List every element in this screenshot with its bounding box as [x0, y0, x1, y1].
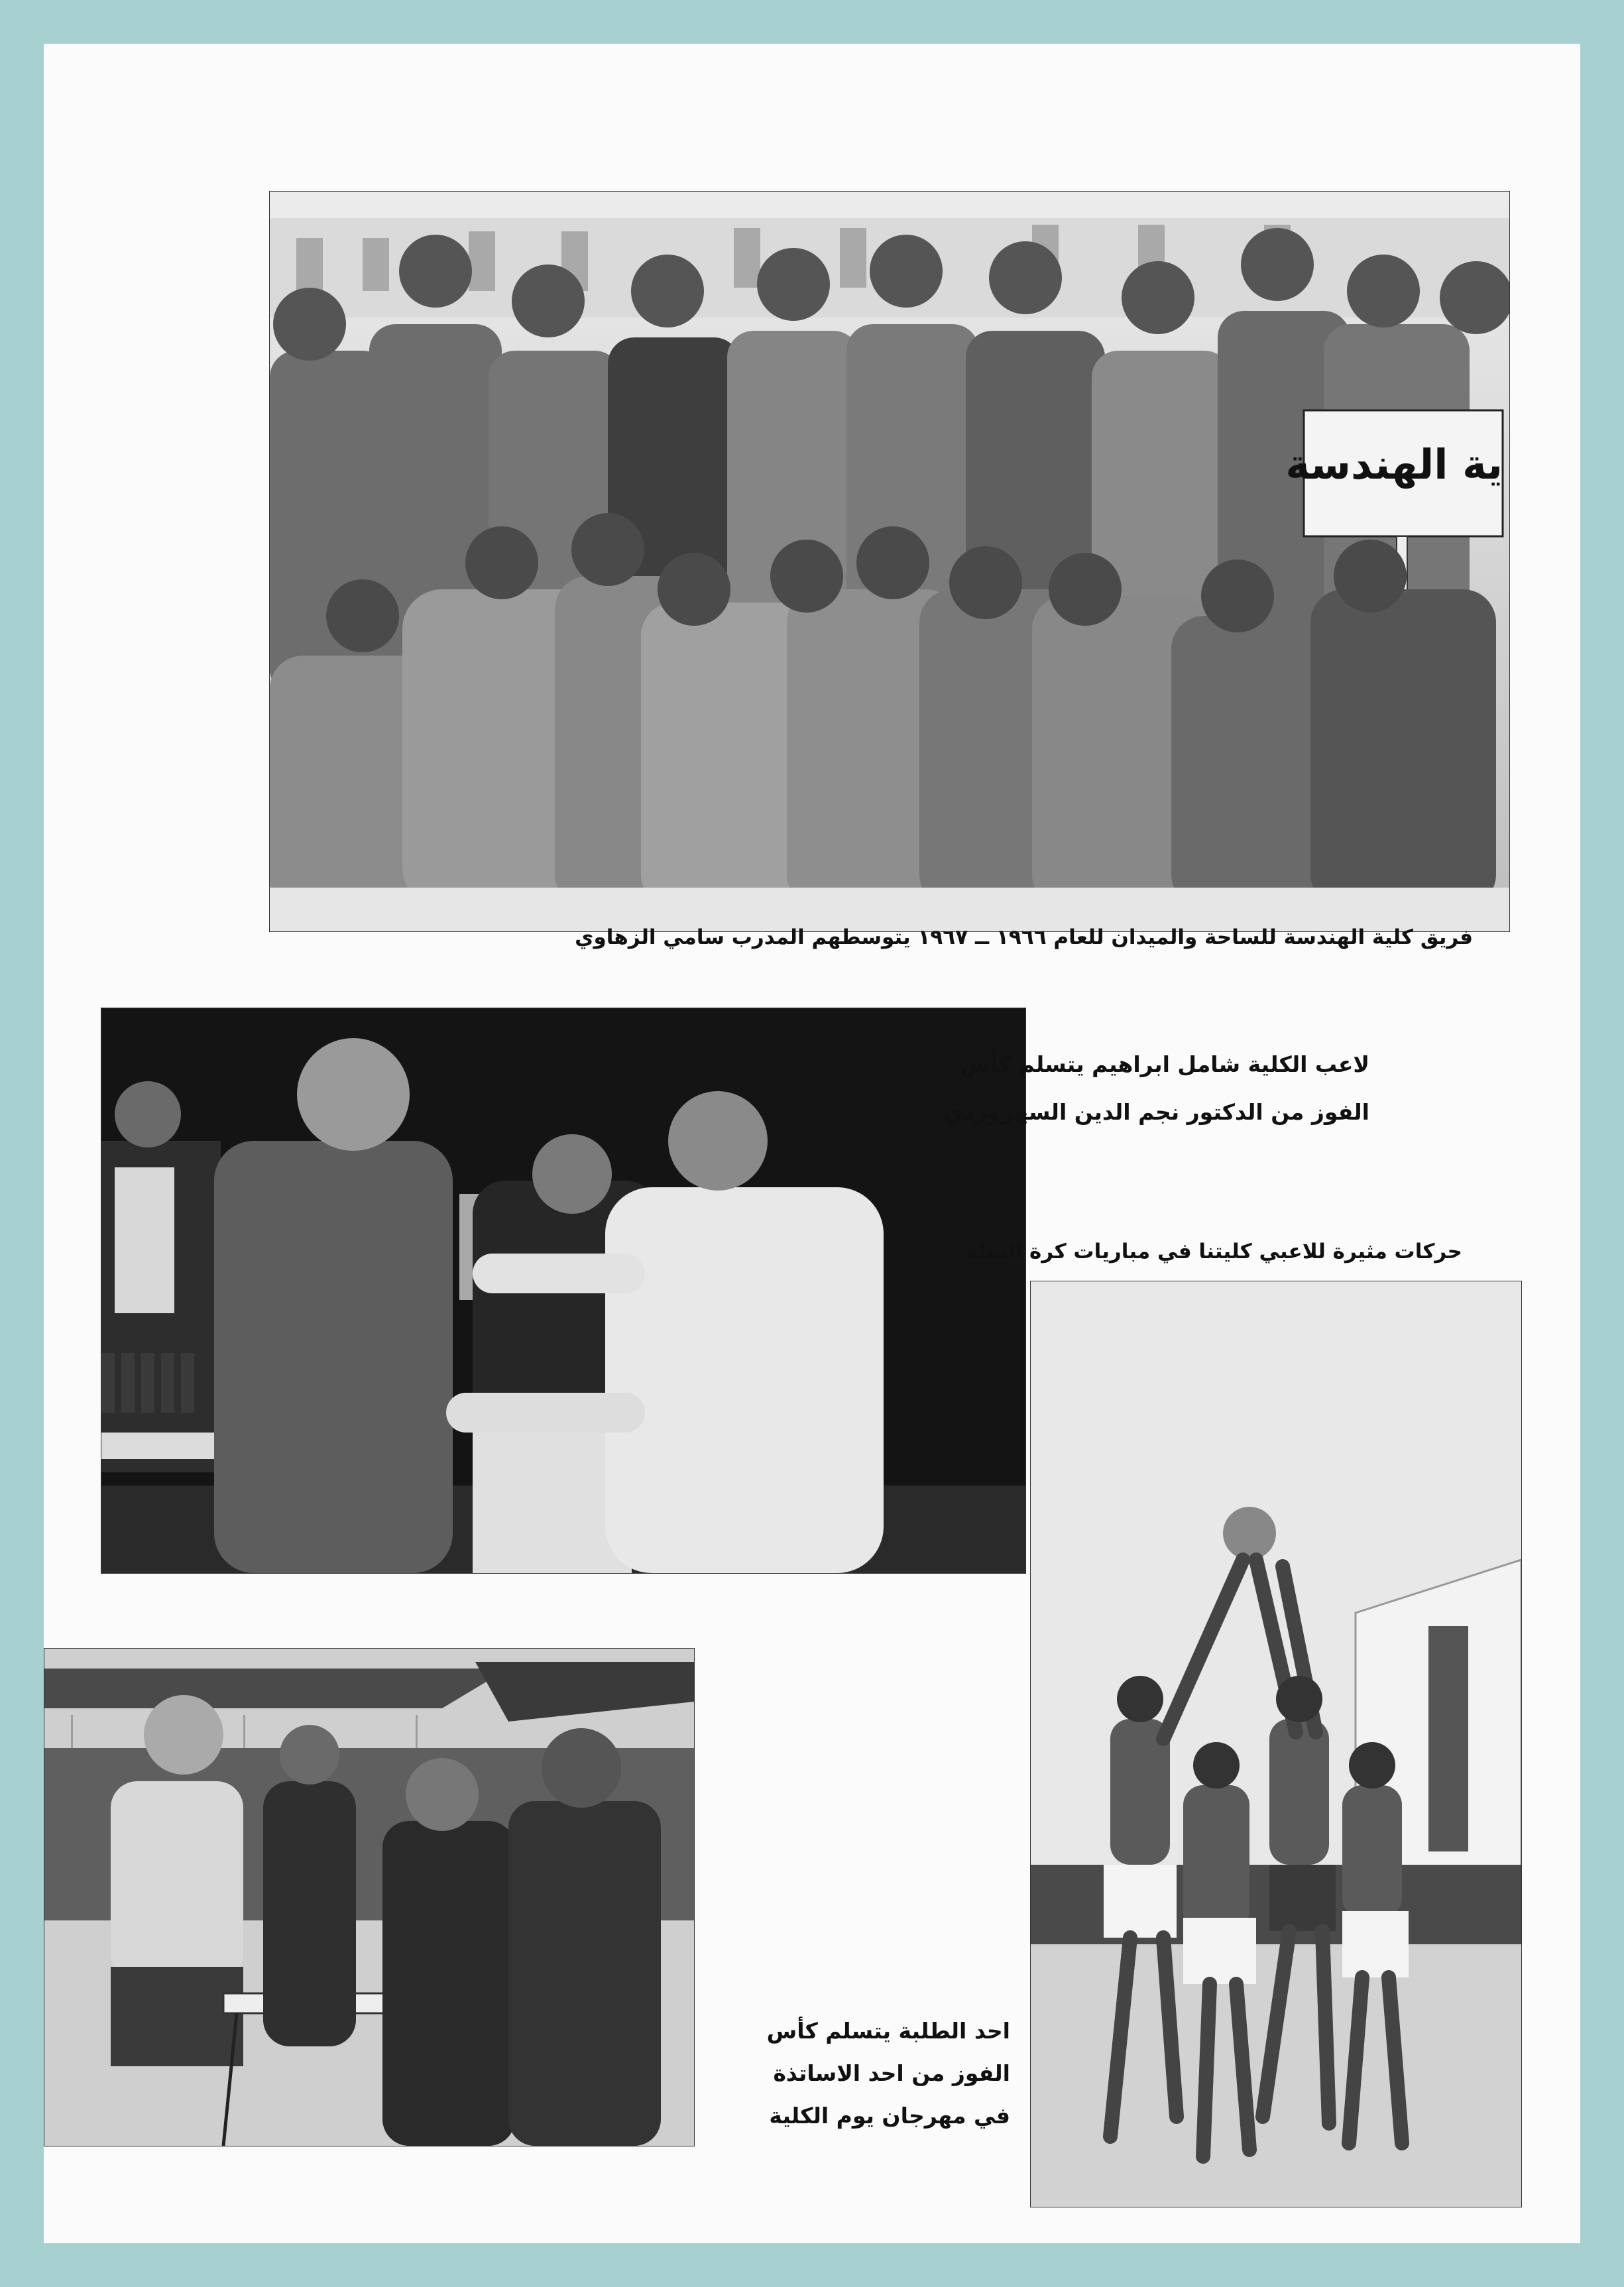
student-award-caption-line3: في مهرجان يوم الكلية: [769, 2103, 1010, 2129]
cup-award-caption-line1: لاعب الكلية شامل ابراهيم يتسلم كأس: [960, 1051, 1369, 1077]
basketball-photo: [1030, 1281, 1522, 2207]
student-award-illustration: [44, 1649, 694, 2146]
photo-sign-text: ية الهندسة: [1285, 440, 1503, 489]
team-photo-illustration: [270, 192, 1509, 931]
document-page: [44, 44, 1580, 2243]
basketball-illustration: [1031, 1281, 1521, 2207]
student-award-photo: [44, 1648, 695, 2146]
basketball-caption: حركات مثيرة للاعبي كليتنا في مباريات كرة السلة: [965, 1240, 1462, 1263]
team-group-photo: [269, 191, 1510, 932]
team-photo-caption: فريق كلية الهندسة للساحة والميدان للعام ١٩٦٦ ــ ١٩٦٧ يتوسطهم المدرب سامي الزهاوي: [575, 925, 1473, 949]
student-award-caption-line2: الفوز من احد الاساتذة: [773, 2060, 1010, 2086]
cup-award-illustration: [101, 1008, 1025, 1573]
cup-award-photo: [101, 1008, 1026, 1574]
student-award-caption-line1: احد الطلبة يتسلم كأس: [766, 2018, 1010, 2044]
cup-award-caption-line2: الفوز من الدكتور نجم الدين السهروردي: [943, 1099, 1369, 1125]
